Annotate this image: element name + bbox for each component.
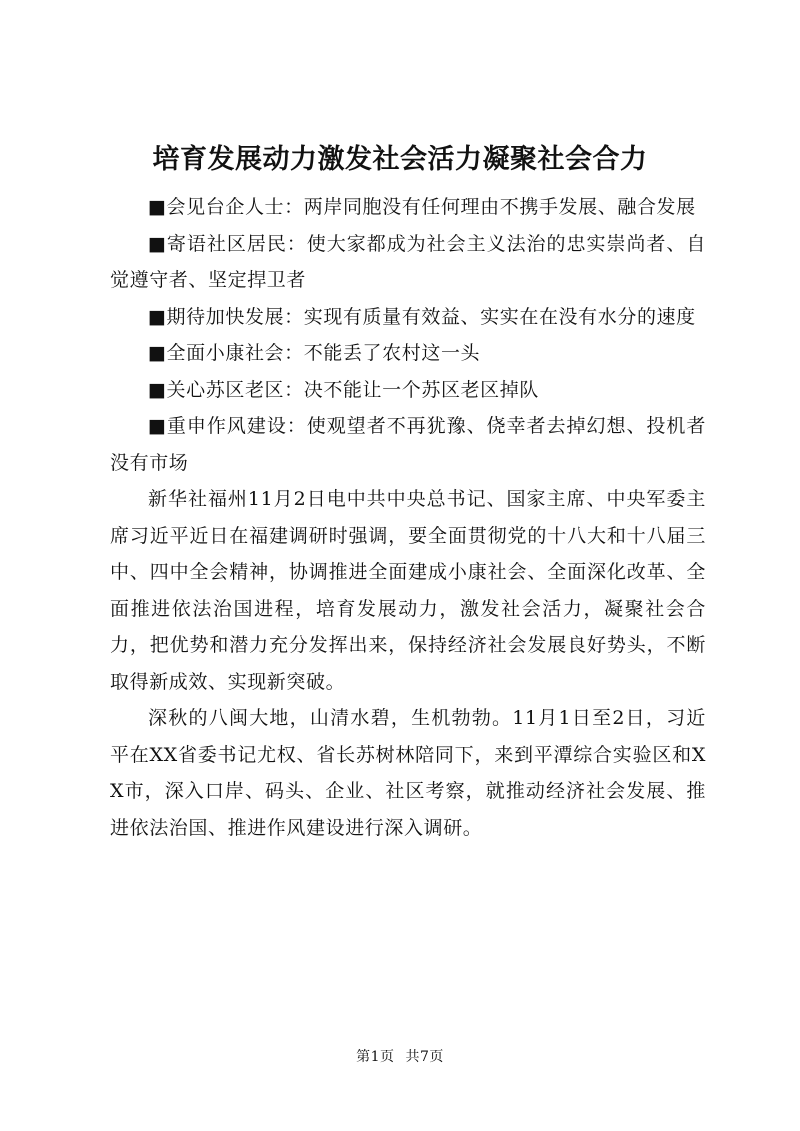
document-title: 培育发展动力激发社会活力凝聚社会合力	[152, 144, 648, 175]
page-number-total: 共7页	[405, 1049, 444, 1065]
paragraph-development-speed: ■期待加快发展：实现有质量有效益、实实在在没有水分的速度	[148, 305, 696, 328]
paragraph-work-style: ■重申作风建设：使观望者不再犹豫、侥幸者去掉幻想、投机者没有市场	[110, 415, 706, 474]
page-number-current: 第1页	[356, 1049, 395, 1065]
paragraph-inspection-tour: 深秋的八闽大地，山清水碧，生机勃勃。11月1日至2日，习近平在XX省委书记尤权、省长苏树林陪同下，来到平潭综合实验区和XX市，深入口岸、码头、企业、社区考察，就推动经济社会发展、推进依法治国、推进作风建设进行深入调研。	[110, 707, 706, 839]
paragraph-xiaokang-society: ■全面小康社会：不能丢了农村这一头	[148, 342, 481, 364]
paragraph-taiwan-business: ■会见台企人士：两岸同胞没有任何理由不携手发展、融合发展	[148, 196, 696, 218]
paragraph-community-residents: ■寄语社区居民：使大家都成为社会主义法治的忠实崇尚者、自觉遵守者、坚定捍卫者	[110, 232, 706, 291]
paragraph-old-revolutionary-areas: ■关心苏区老区：决不能让一个苏区老区掉队	[148, 378, 539, 401]
document-body	[110, 189, 706, 846]
page-footer	[0, 1047, 800, 1067]
paragraph-news-lead: 新华社福州11月2日电中共中央总书记、国家主席、中央军委主席习近平近日在福建调研时强调，要全面贯彻党的十八大和十八届三中、四中全会精神，协调推进全面建成小康社会、全面深化改革、全面推进依法治国进程，培育发展动力，激发社会活力，凝聚社会合力，把优势和潜力充分发挥出来，保持经济社会发展良好势头，不断取得新成效、实现新突破。	[110, 488, 706, 693]
